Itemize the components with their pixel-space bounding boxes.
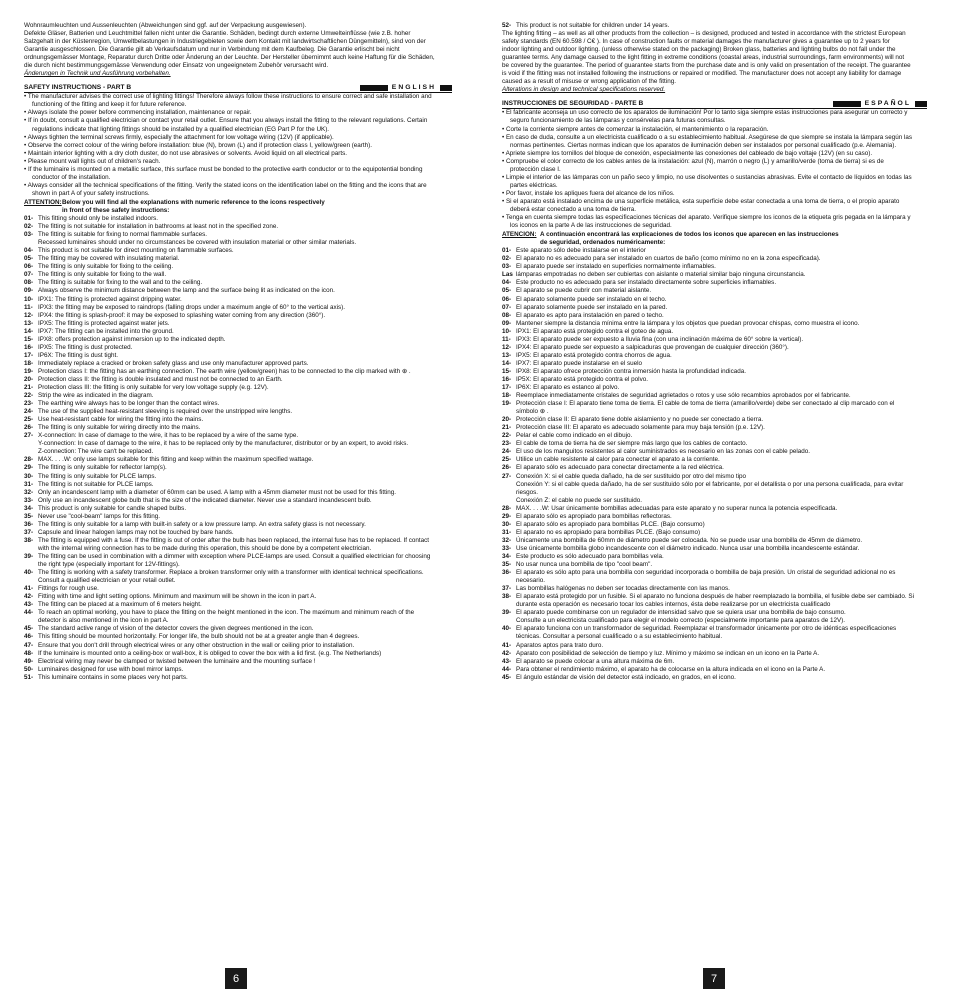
numbered-item: 19- Protección clase I: El aparato tiene toma de tierra. El cable de toma de tierra (amarillo/verde) debe ser conectado al clip marcado con el [502, 400, 895, 408]
numbered-item: 16- IP5X: El aparato está protegido contra el polvo. [502, 375, 648, 383]
bullet-item: • En caso de duda, consulte a un electricista cualificado o a su establecimiento habitual. Asegúrese de que siempre se instala la lámpara según las normas pertinentes. Ciertas normas indican que los aparatos de iluminación deben ser instalados por personal cualificado (p.e. Alemania). [502, 133, 912, 149]
numbered-item: 27- X-connection: In case of damage to the wire, it has to be replaced by a wire of the same type. [24, 432, 299, 440]
numbered-item: 25- Utilice un cable resistente al calor para conectar el aparato a la corriente. [502, 456, 720, 464]
numbered-item: 01- This fitting should only be installed indoors. [24, 215, 159, 223]
numbered-item: 45- The standard active range of vision of the detector covers the given degrees mentioned in the icon. [24, 625, 314, 633]
text-line: Wohnraumleuchten und Aussenleuchten (Abweichungen sind ggf. auf der Verpackung ausgewiesen). [24, 22, 307, 29]
numbered-item: durante esta operación es necesario tocar los cables internos, ésta debe realizarse por un electricista cualificado [516, 601, 831, 609]
numbered-item: 17- IP6X: El aparato es estanco al polvo. [502, 384, 620, 392]
bar-decoration [915, 101, 927, 107]
bar-decoration [833, 101, 861, 107]
bullet-item: • Limpie el interior de las lámparas con un paño seco y limpio, no use disolventes o sustancias abrasivas. Evite el contacto de líquidos en todas las partes eléctricas. [502, 173, 912, 189]
numbered-item: 14- IPX7: El aparato puede instalarse en el suelo [502, 359, 643, 367]
left-column [24, 22, 452, 682]
numbered-item: 04- Este producto no es adecuado para ser instalado directamente sobre superficies inflamables. [502, 279, 777, 287]
numbered-item: 12- IPX4: the fitting is splash-proof: it may be exposed to splashing water coming from any direction (360°). [24, 311, 326, 319]
numbered-item: 15- IPX8: El aparato ofrece protección contra inmersión hasta la profundidad indicada. [502, 367, 746, 375]
numbered-item: 10- IPX1: The fitting is protected against dripping water. [24, 295, 182, 303]
attention-block: ATENCION: A continuación encontrará las explicaciones de todos los iconos que aparecen en las instrucciones de seguridad, ordenados numéricamente: [502, 231, 839, 247]
numbered-item: riesgos. [516, 488, 539, 496]
numbered-item: 33- Use únicamente bombilla globo incandescente con el diámetro indicado. Nunca usar una bombilla incandescente estándar. [502, 544, 860, 552]
numbered-item: 04- This product is not suitable for direct mounting on flammable surfaces. [24, 247, 234, 255]
text-line: Garantie ausgeschlossen. Die Garantie gilt ab Verkaufsdatum und nur in Verbindung mit dem Kaufbeleg. Die Garantie erlischt bei nicht [24, 46, 400, 54]
bullet-item: • Corte la corriente siempre antes de comenzar la instalación, el mantenimiento o la reparación. [502, 125, 769, 133]
numbered-item: Conexión Y: si el cable queda dañado, ha de ser sustituido sólo por el fabricante, por el detallista o por una persona cualificada, para evitar [516, 480, 904, 488]
text-line: be covered by the guarantee. The period of guarantee starts from the purchase date and is only valid on presentation of the receipt. The guarantee [502, 62, 911, 70]
bullet-item: • Please mount wall lights out of children's reach. [24, 157, 161, 165]
numbered-item: 01- Este aparato sólo debe instalarse en el interior [502, 247, 646, 255]
bullet-item: • El fabricante aconseja un uso correcto de los aparatos de iluminación! Por lo tanto siga siempre estas instrucciones para asegurar un correcto y seguro funcionamiento de las lámparas y consérvelas para futuras consultas. [502, 109, 908, 125]
numbered-item: 06- El aparato solamente puede ser instalado en el techo. [502, 295, 667, 303]
numbered-item: Consult a qualified electrician or your retail outlet. [38, 577, 176, 585]
numbered-item: 10- IPX1: El aparato está protegido contra el goteo de agua. [502, 327, 674, 335]
numbered-item: 22- Strip the wire as indicated in the diagram. [24, 392, 154, 400]
bar-decoration [360, 85, 388, 91]
bullet-item: • Por favor, instale los apliques fuera del alcance de los niños. [502, 189, 675, 197]
numbered-item: 42- Fitting with time and light setting options. Minimum and maximum will be shown in the icon in part A. [24, 593, 317, 601]
numbered-item: with the internal wiring connection has to be made during this operation, this should be done by a competent electrician. [38, 544, 372, 552]
numbered-item: 38- El aparato está protegido por un fusible. Si el aparato no funciona después de haber reemplazado la bombilla, el fusible debe ser cambiado. Si [502, 593, 915, 601]
numbered-item: necesario. [516, 577, 546, 585]
numbered-item: 39- El aparato puede combinarse con un regulador de intensidad salvo que se quiera usar una bombilla de bajo consumo. [502, 609, 846, 617]
numbered-item: 21- Protection class III: the fitting is only suitable for very low voltage supply (e.g. 12V). [24, 384, 269, 392]
numbered-item: 30- The fitting is only suitable for PLCE lamps. [24, 472, 157, 480]
numbered-item: 11- IPX3: El aparato puede ser expuesto a lluvia fina (con una inclinación máxima de 60° sobre la vertical). [502, 335, 804, 343]
bullet-item: • Observe the correct colour of the wiring before installation: blue (N), brown (L) and if protection class I, yellow/green (earth). [24, 141, 372, 149]
section-title: INSTRUCCIONES DE SEGURIDAD - PARTE B [502, 100, 644, 108]
bullet-item: • Always isolate the power before commencing installation, maintenance or repair. [24, 109, 252, 117]
icon-explanations-cont [502, 22, 927, 30]
numbered-item: 08- The fitting is suitable for fixing to the wall and to the ceiling. [24, 279, 203, 287]
numbered-item: 36- El aparato es sólo apto para una bombilla con seguridad incorporada o bombilla de baja presión. Un cristal de seguridad adicional no es [502, 569, 896, 577]
numbered-item: 34- Este producto es sólo adecuado para bombillas vela. [502, 553, 664, 560]
numbered-item: 15- IPX8: offers protection against immersion up to the indicated depth. [24, 335, 226, 343]
numbered-item: 49- Electrical wiring may never be clamped or twisted between the luminaire and the mounting surface ! [24, 657, 316, 665]
numbered-item: 03- The fitting is suitable for fixing to normal flammable surfaces. [24, 231, 208, 239]
numbered-item: 52- This product is not suitable for children under 14 years. [502, 22, 670, 29]
numbered-item: the right type (especially important for 12V-fittings). [38, 561, 180, 569]
numbered-item: 09- Mantener siempre la distancia mínima entre la lámpara y los objetos que puedan provocar chispas, como muestra el icono. [502, 319, 860, 327]
numbered-item: 31- The fitting is not suitable for PLCE lamps. [24, 480, 154, 488]
numbered-item: 29- The fitting is only suitable for reflector lamp(s). [24, 464, 167, 472]
text-line: The lighting fitting – as well as all other products from the collection – is designed, produced and tested in accordance with the strictest European [502, 30, 906, 38]
numbered-item: 07- El aparato solamente puede ser instalado en la pared. [502, 303, 668, 311]
numbered-item: 24- El uso de los manguitos resistentes al calor suministrados es necesario en las zonas con el cable pelado. [502, 448, 811, 456]
bullet-list [24, 93, 452, 198]
numbered-item: 06- The fitting is only suitable for fixing to the ceiling. [24, 263, 174, 271]
numbered-item: 05- El aparato se puede cubrir con material aislante. [502, 287, 652, 295]
numbered-item: 30- El aparato sólo es apropiado para bombillas PLCE. (Bajo consumo) [502, 520, 705, 528]
bullet-item: • If in doubt, consult a qualified electrician or contact your retail outlet. Ensure that you always install the fitting to the relevant regulations. Certain regulations indicate that lighting fittings should be installed by a qualified electrician (EG Part P for the UK). [24, 117, 428, 133]
text-line: Salzgehalt in der Küstenregion, Umweltbelastungen in Industriegebieten sowie dem Kontakt mit landwirtschaftlichen Düngemitteln), sind von der [24, 38, 426, 46]
numbered-item: Las lámparas empotradas no deben ser cubiertas con aislante o material similar bajo ninguna circunstancia. [502, 271, 806, 279]
numbered-item: 43- The fitting can be placed at a maximum of 6 meters height. [24, 601, 202, 609]
english-guarantee [502, 30, 927, 86]
bullet-item: • The manufacturer advises the correct use of lighting fittings! Therefore always follow these instructions to ensure correct and safe installation and functioning of the fitting and keep it for future reference. [24, 93, 432, 109]
bar-decoration [440, 85, 452, 91]
numbered-item: Y-connection: In case of damage to the wire, it has to be replaced only by the manufacturer, distributor or by an expert, to avoid risks. [38, 440, 409, 448]
numbered-item: 33- Only use an incandescent globe bulb that is the size of the indicated diameter. Never use a standard incandescent bulb. [24, 496, 372, 504]
bullet-item: • Always tighten the terminal screws firmly, especially the attachment for low voltage wiring (12V) (if applicable). [24, 133, 334, 141]
numbered-item: 48- If the luminaire is mounted onto a ceiling-box or wall-box, it is obliged to cover the box with a lid first. (e.g. The Netherlands) [24, 649, 382, 657]
numbered-item: 47- Ensure that you don't drill through electrical wires or any other obstruction in the wall or ceiling prior to installation. [24, 641, 355, 649]
numbered-item: 22- Pelar el cable como indicado en el dibujo. [502, 432, 633, 440]
numbered-item: 32- Únicamente una bombilla de 60mm de diámetro puede ser colocada. No se puede usar una bombilla de 45mm de diámetro. [502, 536, 863, 544]
numbered-item: 32- Only an incandescent lamp with a diameter of 60mm can be used. A lamp with a 45mm diameter must not be used for this fitting. [24, 488, 397, 496]
bullet-item: • Compruebe el color correcto de los cables antes de la instalación: azul (N), marrón o negro (L) y amarillo/verde (toma de tierra) si es de protección clase I. [502, 157, 884, 173]
text-line: safety standards (EN 60.598 / C€ ). In case of construction faults or material damages the manufacturer gives a guarantee up to 2 years for [502, 38, 890, 46]
numbered-item: 41- Aparatos aptos para trato duro. [502, 641, 604, 649]
numbered-item: 44- To reach an optimal working, you have to place the fitting on the height mentioned in the icon. The maximum and minimum reach of the [24, 609, 415, 617]
numbered-item: 43- El aparato se puede colocar a una altura máxima de 6m. [502, 657, 675, 665]
numbered-item: 02- El aparato no es adecuado para ser instalado en cuartos de baño (como mínimo no en la zona especificada). [502, 255, 821, 263]
numbered-item: 20- Protección clase II: El aparato tiene doble aislamiento y no puede ser conectado a tierra. [502, 416, 764, 424]
numbered-item: 40- The fitting is working with a safety transformer. Replace a broken transformer only with a transformer with identical technical specifications. [24, 569, 424, 577]
numbered-item: 19- Protection class I: the fitting has an earthing connection. The earth wire (yellow/green) has to be connected to the clip marked with ⊕ . [24, 367, 411, 375]
section-header-spanish [502, 100, 927, 109]
numbered-item: 34- This product is only suitable for candle shaped bulbs. [24, 504, 187, 512]
numbered-item: 28- MAX. . . .W: Usar únicamente bombillas adecuadas para este aparato y no superar nunca la potencia especificada. [502, 504, 838, 512]
language-label: ESPAÑOL [833, 100, 927, 108]
numbered-item: 14- IPX7: The fitting can be installed into the ground. [24, 327, 174, 335]
numbered-item: 28- MAX. . . .W: only use lamps suitable for this fitting and keep within the maximum specified wattage. [24, 456, 314, 464]
numbered-item: 21- Protección clase III: El aparato es adecuado solamente para muy baja tensión (p.e. 12V). [502, 424, 765, 432]
numbered-item: 36- The fitting is only suitable for a lamp with built-in safety or a low pressure lamp. An extra safety glass is not necessary. [24, 520, 366, 528]
numbered-item: 07- The fitting is only suitable for fixing to the wall. [24, 271, 167, 279]
text-line: guarantee terms. Any damage caused to the light fitting in extreme conditions (coastal areas, industrial surroundings, farm environments) will not [502, 54, 905, 62]
numbered-item: 41- Fittings for rough use. [24, 585, 99, 593]
numbered-item: Consulte a un electricista cualificado para elegir el modelo correcto (especialmente importante para aparatos de 12V). [516, 617, 846, 625]
language-label: ENGLISH [360, 84, 452, 92]
bullet-item: • Si el aparato está instalado encima de una superficie metálica, esta superficie debe estar conectada a una toma de tierra, o el propio aparato deberá estar conectado a una toma de tierra. [502, 197, 900, 213]
numbered-item: 05- The fitting may be covered with insulating material. [24, 255, 180, 263]
numbered-item: 12- IPX4: El aparato puede ser expuesto a salpicaduras que provengan de cualquier dirección (360°). [502, 343, 789, 351]
section-header-english [24, 84, 452, 93]
numbered-item: 13- IPX5: El aparato está protegido contra chorros de agua. [502, 351, 672, 359]
numbered-item: 03- El aparato puede ser instalado en superficies normalmente inflamables. [502, 263, 716, 271]
numbered-item: 37- Las bombillas halógenas no deben ser tocadas directamente con las manos. [502, 585, 730, 593]
icon-explanations [502, 247, 927, 682]
bullet-item: • If the luminaire is mounted on a metallic surface, this surface must be bonded to the protective earth conductor or to the equipotential bonding conductor of the installation. [24, 165, 423, 181]
numbered-item: detector is also mentioned in the icon in part A. [38, 617, 169, 625]
numbered-item: 24- The use of the supplied heat-resistant sleeving is required over the unstripped wire lengths. [24, 408, 293, 416]
numbered-item: 38- The fitting is equipped with a fuse. If the fitting is out of order after the bulb has been replaced, the internal fuse has to be replaced. If contact [24, 536, 429, 544]
numbered-item: 18- Immediately replace a cracked or broken safety glass and use only manufacturer approved parts. [24, 359, 309, 367]
numbered-item: 23- El cable de toma de tierra ha de ser siempre más largo que los cables de contacto. [502, 440, 748, 448]
numbered-item: 08- El aparato es apto para instalación en pared o techo. [502, 311, 664, 319]
numbered-item: 20- Protection class II: the fitting is double insulated and must not be connected to an Earth. [24, 375, 283, 383]
numbered-item: 44- Para obtener el rendimiento máximo, el aparato ha de colocarse en la altura indicada en el icono en la Parte A. [502, 665, 826, 673]
numbered-item: Conexión Z: el cable no puede ser sustituido. [516, 496, 643, 504]
numbered-item: 26- The fitting is only suitable for wiring directly into the mains. [24, 424, 201, 432]
bullet-item: • Always consider all the technical specifications of the fitting. Verify the stated icons on the identification label on the fitting and the icons that are shown in part A of your safety instructions. [24, 181, 427, 197]
numbered-item: 40- El aparato funciona con un transformador de seguridad. Reemplazar el transformador únicamente por otro de idénticas especificaciones [502, 625, 897, 633]
numbered-item: 25- Use heat-resistant cable for wiring the fitting into the mains. [24, 416, 204, 424]
numbered-item: 42- Aparato con posibilidad de selección de tiempo y luz. Mínimo y máximo se indican en un icono en la Parte A. [502, 649, 820, 657]
text-line: die durch nicht bestimmungsgemässe Verwendung oder Einsatz von ungeeignetem Zubehör verursacht wird. [24, 62, 329, 70]
numbered-item: símbolo ⊕ . [516, 408, 549, 416]
numbered-item: 18- Reemplace inmediatamente cristales de seguridad agrietados o rotos y use sólo recambios aprobados por el fabricante. [502, 392, 851, 400]
numbered-item: 39- The fitting can be used in combination with a dimmer with exception where PLCE-lamps are used. Consult a qualified electrician for choosing [24, 553, 431, 560]
numbered-item: 02- The fitting is not suitable for installation in bathrooms at least not in the specified zone. [24, 223, 279, 231]
german-note: Änderungen in Technik und Ausführung vorbehalten. [24, 70, 171, 78]
numbered-item: Z-connection: The wire can't be replaced. [38, 448, 154, 456]
numbered-item: 13- IPX5: The fitting is protected against water jets. [24, 319, 170, 327]
numbered-item: 23- The earthing wire always has to be longer than the contact wires. [24, 400, 220, 408]
numbered-item: 50- Luminaires designed for use with bowl mirror lamps. [24, 665, 184, 673]
text-line: is void if the fitting was not installed following the instructions or repaired or modified. The manufacturer does not accept any liability for damage [502, 70, 902, 78]
numbered-item: 46- This fitting should be mounted horizontally. For longer life, the bulb should not be at a greater angle than 4 degrees. [24, 633, 360, 641]
numbered-item: 16- IPX5: The fitting is dust protected. [24, 343, 133, 351]
bullet-item: • Apriete siempre los tornillos del bloque de conexión, especialmente las conexiones del cableado de bajo voltaje (12V) (en su caso). [502, 149, 873, 157]
bullet-list [502, 109, 927, 230]
numbered-item: 11- IPX3: the fitting may be exposed to raindrops (falling drops under a maximum angle of 60° to the vertical axis). [24, 303, 346, 311]
german-guarantee [24, 22, 452, 70]
page-number: 7 [703, 968, 725, 989]
text-line: indoor lighting and outdoor lighting. (unless otherwise stated on the packaging) Broken glass, batteries and lighting bulbs do not fall under the [502, 46, 896, 54]
numbered-item: 29- El aparato sólo es apropiado para bombillas reflectoras. [502, 512, 672, 520]
numbered-item: 09- Always observe the minimum distance between the lamp and the surface being lit as indicated on the icon. [24, 287, 335, 295]
icon-explanations [24, 215, 452, 682]
numbered-item: 51- This luminaire contains in some places very hot parts. [24, 673, 188, 681]
page-number: 6 [225, 968, 247, 989]
right-column [502, 22, 927, 682]
bullet-item: • Tenga en cuenta siempre todas las especificaciones técnicas del aparato. Verifique siempre los iconos de la etiqueta gris pegada en la lámpara y los iconos en la parte A de las instrucciones de seguridad. [502, 214, 911, 230]
numbered-item: 37- Capsule and linear halogen lamps may not be touched by bare hands. [24, 528, 234, 536]
numbered-item: Recessed luminaires should under no circumstances be covered with insulation material or other similar materials. [38, 239, 357, 247]
attention-block: ATTENTION: Below you will find all the explanations with numeric reference to the icons respectively in front of these safety instructions: [24, 198, 325, 214]
numbered-item: 17- IP6X: The fitting is dust tight. [24, 351, 119, 359]
text-line: Defekte Gläser, Batterien und Leuchtmittel fallen nicht unter die Garantie. Schäden, bedingt durch externe Umwelteinflüsse (wie z.B. hoher [24, 30, 411, 38]
numbered-item: 45- El ángulo estándar de visión del detector está indicado, en grados, en el icono. [502, 673, 736, 681]
text-line: ordnungsgemässer Montage, Reparatur durch Dritte oder Änderung an der Leuchte. Der Hersteller übernimmt auch keine Haftung für die Schäden, [24, 54, 435, 62]
bullet-item: • Maintain interior lighting with a dry cloth duster, do not use abrasives or solvents. Avoid liquid on all electrical parts. [24, 149, 348, 157]
section-title: SAFETY INSTRUCTIONS - PART B [24, 84, 132, 92]
guarantee-note: Alterations in design and technical specifications reserved. [502, 86, 666, 94]
numbered-item: 35- Never use "cool-beam" lamps for this fitting. [24, 512, 161, 520]
text-line: caused as a result of misuse or wrong application of the fitting. [502, 78, 676, 86]
attention-label: ATENCION: [502, 231, 537, 239]
numbered-item: 27- Conexión X: si el cable queda dañado, ha de ser sustituido por otro del mismo tipo [502, 472, 746, 480]
numbered-item: 31- El aparato no es apropiado para bombillas PLCE. (Bajo consumo) [502, 528, 701, 536]
attention-label: ATTENTION: [24, 198, 62, 206]
numbered-item: 26- El aparato sólo es adecuado para conectar directamente a la red eléctrica. [502, 464, 724, 472]
numbered-item: 35- No usar nunca una bombilla de tipo "cool beam". [502, 561, 653, 569]
numbered-item: técnicas. Consultar a personal cualificado o a su establecimiento habitual. [516, 633, 723, 641]
